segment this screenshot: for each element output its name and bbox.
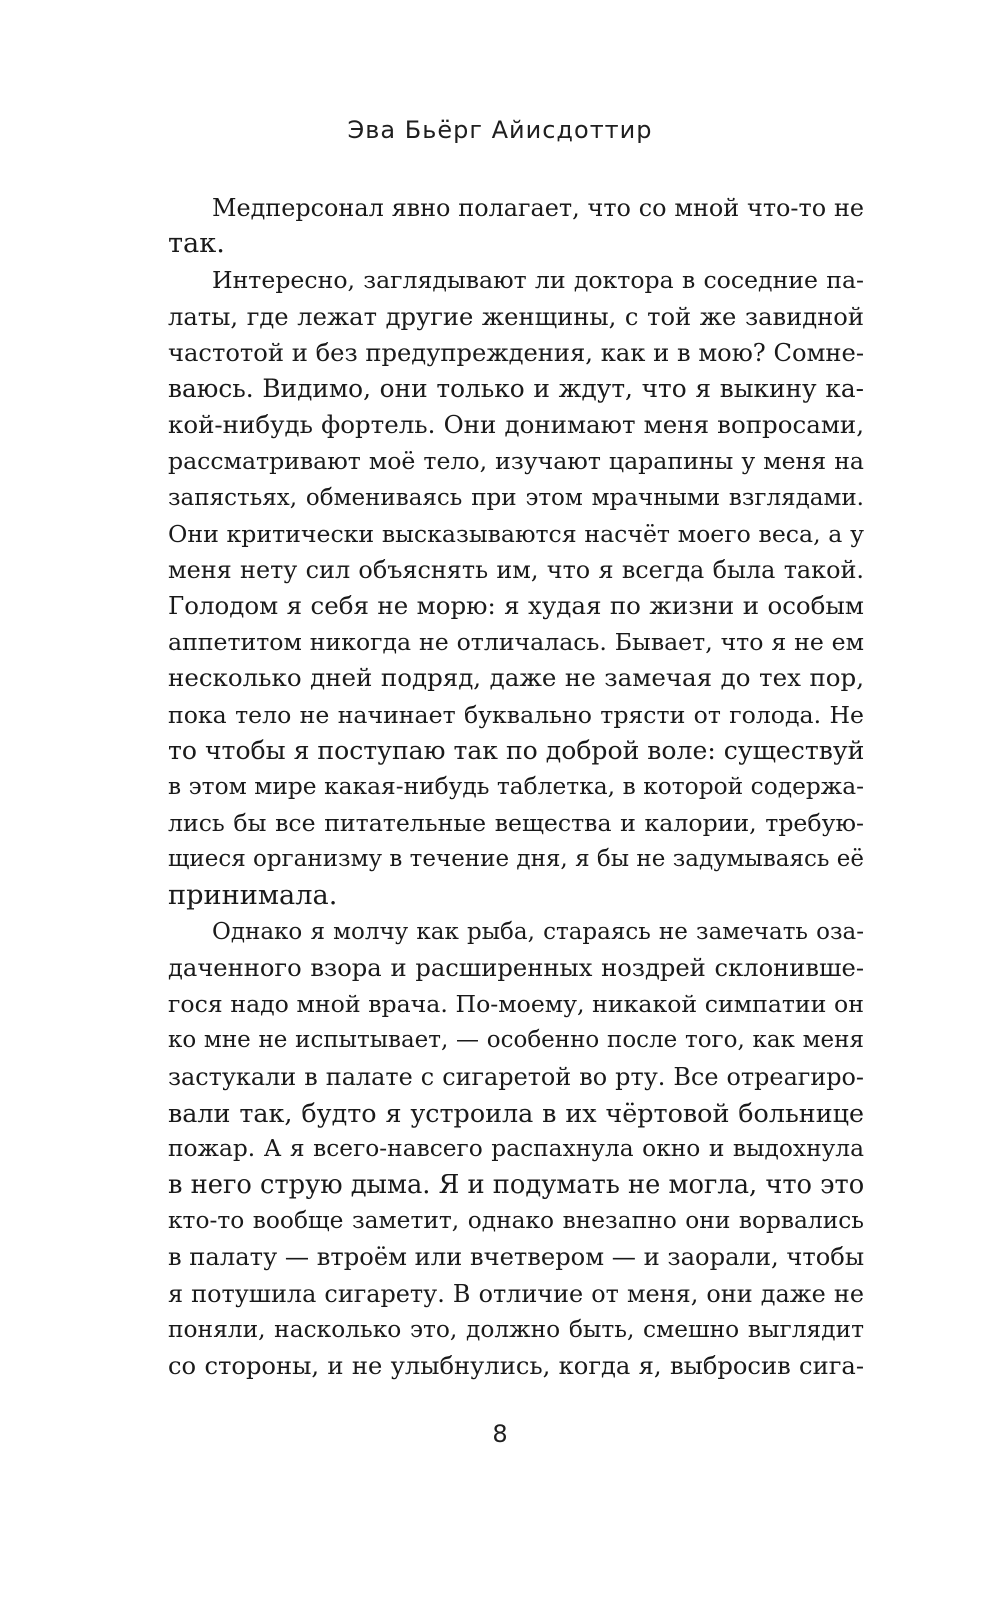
- text-line: частотой и без предупреждения, как и в мою? Сомне-: [168, 338, 864, 367]
- text-line: лись бы все питательные вещества и калории, требую-: [168, 809, 864, 838]
- text-line: то чтобы я поступаю так по доброй воле: существуй: [168, 735, 864, 765]
- text-line: латы, где лежат другие женщины, с той же завидной: [168, 302, 864, 331]
- text-line: принимала.: [168, 879, 338, 911]
- text-line: аппетитом никогда не отличалась. Бывает, что я не ем: [168, 628, 864, 657]
- text-line: я потушила сигарету. В отличие от меня, они даже не: [168, 1279, 864, 1308]
- running-head: Эва Бьёрг Айисдоттир: [347, 116, 653, 144]
- text-line: запястьях, обмениваясь при этом мрачными взглядами.: [168, 484, 864, 511]
- text-line: несколько дней подряд, даже не замечая до тех пор,: [168, 663, 864, 693]
- text-line: Медперсонал явно полагает, что со мной что-то не: [212, 194, 864, 222]
- text-line: Они критически высказываются насчёт моего веса, а у: [168, 519, 864, 548]
- text-line: кто-то вообще заметит, однако внезапно они ворвались: [168, 1207, 864, 1235]
- body-text: [168, 190, 864, 1384]
- text-line: со стороны, и не улыбнулись, когда я, выбросив сига-: [168, 1352, 864, 1380]
- text-line: щиеся организму в течение дня, я бы не задумываясь её: [168, 846, 864, 873]
- text-line: ко мне не испытывает, — особенно после того, как меня: [168, 1027, 864, 1054]
- text-line: пожар. А я всего-навсего распахнула окно и выдохнула: [168, 1134, 864, 1162]
- text-line: даченного взора и расширенных ноздрей склонивше-: [168, 953, 864, 982]
- text-line: Голодом я себя не морю: я худая по жизни и особым: [168, 591, 864, 621]
- text-line: поняли, насколько это, должно быть, смешно выглядит: [168, 1315, 864, 1343]
- text-line: в него струю дыма. Я и подумать не могла, что это: [168, 1170, 864, 1201]
- text-line: вали так, будто я устроила в их чёртовой больнице: [168, 1097, 864, 1128]
- text-line: гося надо мной врача. По-моему, никакой симпатии он: [168, 990, 864, 1019]
- text-line: Интересно, заглядывают ли доктора в соседние па-: [212, 266, 864, 295]
- text-line: ваюсь. Видимо, они только и ждут, что я выкину ка-: [168, 373, 864, 403]
- text-line: застукали в палате с сигаретой во рту. Все отреагиро-: [168, 1062, 864, 1091]
- text-line: кой-нибудь фортель. Они донимают меня вопросами,: [168, 410, 864, 440]
- text-line: в палату — втроём или вчетвером — и заорали, чтобы: [168, 1243, 864, 1272]
- text-line: так.: [168, 228, 225, 260]
- text-line: пока тело не начинает буквально трясти от голода. Не: [168, 700, 864, 729]
- text-line: Однако я молчу как рыба, стараясь не замечать оза-: [212, 918, 864, 945]
- text-line: рассматривают моё тело, изучают царапины у меня на: [168, 447, 864, 476]
- text-line: меня нету сил объяснять им, что я всегда была такой.: [168, 555, 864, 584]
- text-line: в этом мире какая-нибудь таблетка, в которой содержа-: [168, 773, 864, 800]
- page-number: 8: [492, 1420, 508, 1448]
